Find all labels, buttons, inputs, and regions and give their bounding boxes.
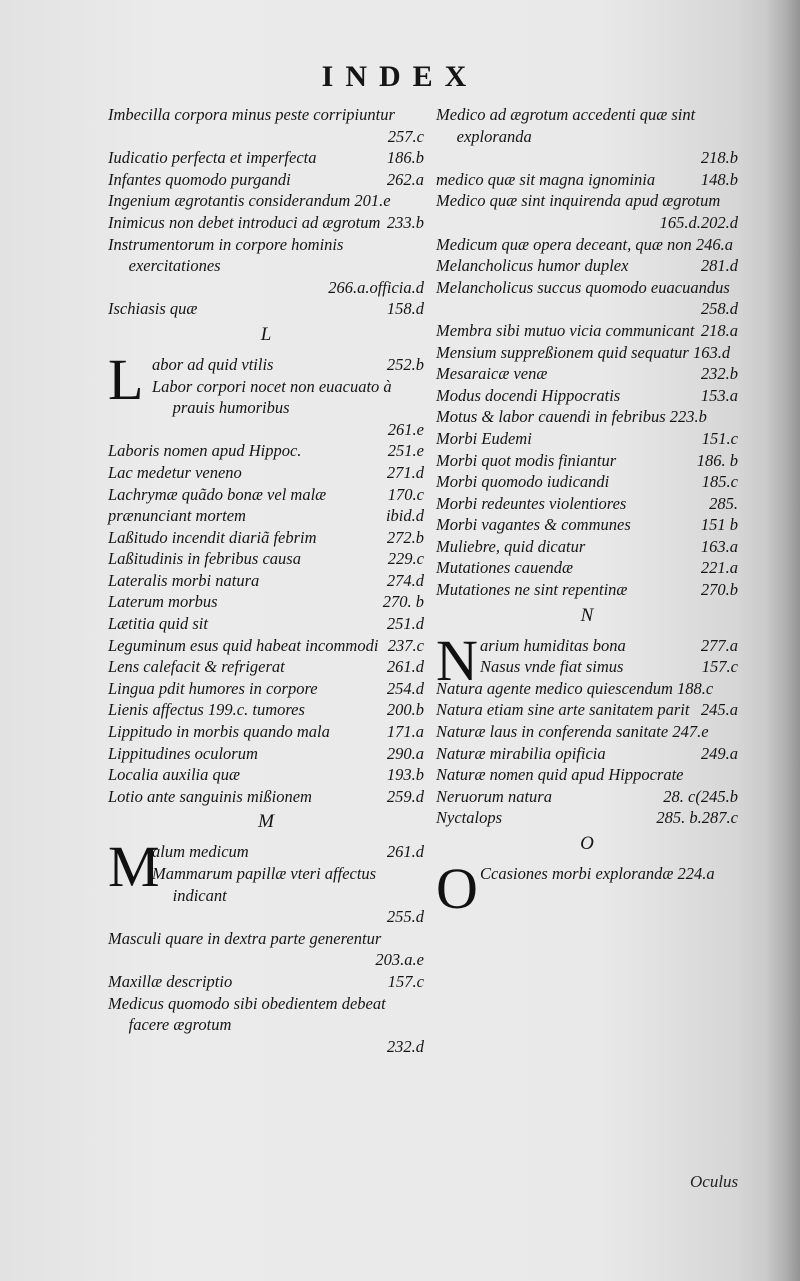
index-entry <box>480 635 738 657</box>
entry-term: Naturæ nomen quid apud Hippocrate <box>436 765 684 785</box>
entry-page-ref: 237.c <box>387 635 424 655</box>
initial-letter-m: M <box>108 834 160 900</box>
entry-page-ref: 193.b <box>386 765 424 785</box>
entry-page-ref: 252.b <box>386 354 424 374</box>
index-entry <box>108 764 424 786</box>
entry-term: Natura agente medico quiescendum 188.c <box>436 678 714 698</box>
index-entry <box>108 570 424 592</box>
entry-page-ref: 245.a <box>700 700 738 720</box>
index-entry <box>108 743 424 765</box>
entry-term: arium humiditas bona <box>480 635 626 655</box>
entry-term: Lens calefacit & refrigerat <box>108 657 285 677</box>
entry-page-ref: 185.c <box>701 472 738 492</box>
index-entry <box>108 548 424 570</box>
index-entry <box>108 591 424 613</box>
entry-page-ref: 157.c <box>387 971 424 991</box>
entry-term: Lachrymæ quãdo bonæ vel malæ <box>108 484 327 504</box>
index-entry <box>152 354 424 376</box>
entry-page-ref: 255.d <box>386 907 424 927</box>
entry-term: Laboris nomen apud Hippoc. <box>108 441 302 461</box>
entries-n-initial <box>480 635 738 678</box>
index-entry <box>108 613 424 635</box>
index-entry <box>436 342 738 364</box>
entry-page-ref: 151 b <box>700 515 738 535</box>
entry-term: Morbi redeuntes violentiores <box>436 493 627 513</box>
index-entry <box>436 190 738 233</box>
entry-term: Instrumentorum in corpore hominis exercitationes <box>108 234 344 276</box>
index-entry <box>152 376 424 441</box>
entry-term: Naturæ mirabilia opificia <box>436 743 606 763</box>
entry-term: Laßitudinis in febribus causa <box>108 549 301 569</box>
index-entry <box>436 169 738 191</box>
entry-term: Morbi quot modis finiantur <box>436 450 617 470</box>
index-entry <box>436 557 738 579</box>
entry-page-ref: 257.c <box>387 126 424 146</box>
entry-page-ref: 272.b <box>386 527 424 547</box>
initial-letter-l: L <box>108 346 144 412</box>
entry-term: Lotio ante sanguinis mißionem <box>108 786 312 806</box>
section-letter-l: L <box>260 323 272 345</box>
entry-page-ref: ibid.d <box>385 506 424 526</box>
section-letter-o: O <box>580 833 594 854</box>
index-entry <box>108 721 424 743</box>
index-entry <box>436 743 738 765</box>
section-letter-n: N <box>580 604 594 626</box>
entry-term: Mammarum papillæ vteri affectus indicant <box>152 864 377 905</box>
entry-term: Infantes quomodo purgandi <box>108 169 291 189</box>
index-entry <box>108 635 424 657</box>
index-entry <box>436 471 738 493</box>
entry-term: Laterum morbus <box>108 592 218 612</box>
entries-i <box>108 104 424 320</box>
entry-term: Masculi quare in dextra parte generentur <box>108 928 382 948</box>
index-entry <box>436 277 738 320</box>
index-entry <box>108 462 424 484</box>
index-entry <box>108 656 424 678</box>
index-entry <box>436 807 738 829</box>
index-entry <box>152 863 424 928</box>
entry-page-ref: 285. b.287.c <box>656 808 738 828</box>
index-entry <box>108 440 424 462</box>
entry-page-ref: 266.a.officia.d <box>328 277 424 297</box>
entry-term: abor ad quid vtilis <box>152 354 274 374</box>
index-entry <box>108 212 424 234</box>
index-entry <box>436 764 738 786</box>
section-m-initial-block <box>108 834 424 927</box>
entry-term: Lienis affectus 199.c. tumores <box>108 700 305 720</box>
index-entry <box>108 484 424 506</box>
index-entry <box>436 104 738 169</box>
index-entry <box>436 234 738 256</box>
entry-term: Naturæ laus in conferenda sanitate 247.e <box>436 722 709 742</box>
entry-page-ref: 261.d <box>386 842 424 862</box>
index-entry <box>436 493 738 515</box>
right-column <box>436 104 738 921</box>
entry-term: Maxillæ descriptio <box>108 971 233 991</box>
index-entry <box>108 678 424 700</box>
entry-page-ref: 251.d <box>386 614 424 634</box>
index-entry <box>436 385 738 407</box>
entry-page-ref: 165.d.202.d <box>659 212 738 232</box>
entry-term: Morbi quomodo iudicandi <box>436 472 610 492</box>
entry-term: Medicus quomodo sibi obedientem debeat facere ægrotum <box>108 993 386 1035</box>
index-entry <box>108 169 424 191</box>
entries-n <box>436 678 738 829</box>
index-entry <box>436 255 738 277</box>
entry-term: alum medicum <box>152 842 249 862</box>
entry-term: Neruorum natura <box>436 786 552 806</box>
index-entry <box>108 190 424 212</box>
section-o-initial-block <box>436 856 738 921</box>
index-entry <box>108 505 424 527</box>
entry-page-ref: 271.d <box>386 462 424 482</box>
entry-term: Morbi Eudemi <box>436 428 532 448</box>
index-entry <box>108 234 424 299</box>
index-entry <box>108 993 424 1058</box>
entry-term: Inimicus non debet introduci ad ægrotum <box>108 212 381 232</box>
index-entry <box>152 841 424 863</box>
entry-page-ref: 218.b <box>700 148 738 168</box>
entry-page-ref: 153.a <box>700 385 738 405</box>
entry-page-ref: 157.c <box>701 657 738 677</box>
entry-page-ref: 203.a.e <box>375 950 424 970</box>
entry-page-ref: 232.b <box>700 364 738 384</box>
index-entry <box>436 320 738 342</box>
entry-term: Natura etiam sine arte sanitatem parit <box>436 700 690 720</box>
entry-page-ref: 259.d <box>386 786 424 806</box>
initial-letter-n: N <box>436 627 478 693</box>
entry-page-ref: 158.d <box>386 299 424 319</box>
entry-term: Lippitudo in morbis quando mala <box>108 722 330 742</box>
entry-page-ref: 270. b <box>382 592 424 612</box>
index-entry <box>436 536 738 558</box>
index-entry <box>108 699 424 721</box>
entry-term: medico quæ sit magna ignominia <box>436 169 656 189</box>
entry-term: Mutationes cauendæ <box>436 558 574 578</box>
entry-term: Muliebre, quid dicatur <box>436 536 586 556</box>
catchword: Oculus <box>690 1172 739 1191</box>
entry-page-ref: 281.d <box>700 256 738 276</box>
index-entry <box>436 678 738 700</box>
index-entry <box>436 786 738 808</box>
index-entry <box>108 971 424 993</box>
entry-term: Ischiasis quæ <box>108 299 198 319</box>
index-entry <box>108 928 424 971</box>
entry-page-ref: 28. c(245.b <box>663 786 738 806</box>
entries-m <box>108 928 424 1058</box>
index-entry <box>108 298 424 320</box>
index-entry <box>108 786 424 808</box>
initial-letter-o: O <box>436 856 478 921</box>
entry-page-ref: 171.a <box>386 722 424 742</box>
index-entry <box>480 863 738 885</box>
entry-page-ref: 170.c <box>387 484 424 504</box>
entry-page-ref: 251.e <box>387 441 424 461</box>
index-entry <box>480 656 738 678</box>
index-entry <box>436 406 738 428</box>
index-entry <box>436 450 738 472</box>
entry-term: Medico quæ sint inquirenda apud ægrotum <box>436 191 721 211</box>
page-header: INDEX <box>321 60 479 93</box>
entry-page-ref: 249.a <box>700 743 738 763</box>
entry-term: Leguminum esus quid habeat incommodi <box>108 635 379 655</box>
entries-m-continued <box>436 104 738 601</box>
entry-term: Labor corpori nocet non euacuato à prauis humoribus <box>152 376 392 418</box>
entry-term: Mesaraicæ venæ <box>436 364 548 384</box>
index-entry <box>436 363 738 385</box>
entry-term: Lætitia quid sit <box>108 614 208 634</box>
entry-page-ref: 254.d <box>386 678 424 698</box>
entry-term: Mensium suppreßionem quid sequatur 163.d <box>436 342 731 362</box>
entry-term: Nyctalops <box>436 808 502 828</box>
entry-term: Membra sibi mutuo vicia communicant <box>436 320 695 340</box>
entry-page-ref: 218.a <box>700 320 738 340</box>
entry-page-ref: 148.b <box>700 169 738 189</box>
entry-term: Lac medetur veneno <box>108 462 242 482</box>
entry-term: Localia auxilia quæ <box>108 765 240 785</box>
entry-term: Iudicatio perfecta et imperfecta <box>108 148 317 168</box>
entry-term: Motus & labor cauendi in febribus 223.b <box>436 407 707 427</box>
entry-term: Morbi vagantes & communes <box>436 515 631 535</box>
entry-page-ref: 274.d <box>386 570 424 590</box>
entries-m-initial <box>152 841 424 927</box>
entry-page-ref: 186.b <box>386 148 424 168</box>
entry-page-ref: 270.b <box>700 580 738 600</box>
entry-term: Melancholicus succus quomodo euacuandus <box>436 277 730 297</box>
entry-page-ref: 261.d <box>386 657 424 677</box>
entry-term: Modus docendi Hippocratis <box>436 385 621 405</box>
index-entry <box>436 579 738 601</box>
entry-page-ref: 163.a <box>700 536 738 556</box>
entry-page-ref: 200.b <box>386 700 424 720</box>
entry-term: Nasus vnde fiat simus <box>480 657 624 677</box>
entries-l <box>108 440 424 807</box>
entry-term: Mutationes ne sint repentinæ <box>436 580 628 600</box>
entry-page-ref: 151.c <box>701 428 738 448</box>
section-letter-m: M <box>258 811 274 833</box>
entry-page-ref: 290.a <box>386 743 424 763</box>
entries-l-initial <box>152 354 424 440</box>
entry-page-ref: 233.b <box>386 212 424 232</box>
entry-term: Lippitudines oculorum <box>108 743 258 763</box>
index-entry <box>108 527 424 549</box>
left-column <box>108 104 424 1057</box>
entry-term: Medico ad ægrotum accedenti quæ sint exploranda <box>436 105 696 146</box>
entry-page-ref: 232.d <box>386 1036 424 1056</box>
entry-page-ref: 261.e <box>387 419 424 439</box>
entry-page-ref: 186. b <box>696 450 738 470</box>
entry-term: prænunciant mortem <box>108 506 246 526</box>
entry-page-ref: 262.a <box>386 169 424 189</box>
index-entry <box>436 721 738 743</box>
index-entry <box>436 514 738 536</box>
entry-term: Lingua pdit humores in corpore <box>108 678 318 698</box>
page-gutter-shadow <box>766 0 800 1281</box>
entry-page-ref: 229.c <box>387 549 424 569</box>
entry-term: Melancholicus humor duplex <box>436 256 629 276</box>
entry-page-ref: 285. <box>709 493 738 513</box>
entries-o-initial <box>480 863 738 885</box>
section-l-initial-block <box>108 346 424 440</box>
index-entry <box>108 147 424 169</box>
entry-term: Medicum quæ opera deceant, quæ non 246.a <box>436 234 733 254</box>
entry-page-ref: 221.a <box>700 558 738 578</box>
index-entry <box>436 699 738 721</box>
index-entry <box>108 104 424 147</box>
index-entry <box>436 428 738 450</box>
entry-term: Lateralis morbi natura <box>108 570 260 590</box>
entry-term: Laßitudo incendit diariã febrim <box>108 527 317 547</box>
entry-term: Ccasiones morbi explorandæ 224.a <box>480 864 715 883</box>
entry-page-ref: 277.a <box>700 635 738 655</box>
entry-term: Imbecilla corpora minus peste corripiuntur <box>108 105 395 124</box>
entry-page-ref: 258.d <box>700 299 738 319</box>
entry-term: Ingenium ægrotantis considerandum 201.e <box>108 191 391 211</box>
